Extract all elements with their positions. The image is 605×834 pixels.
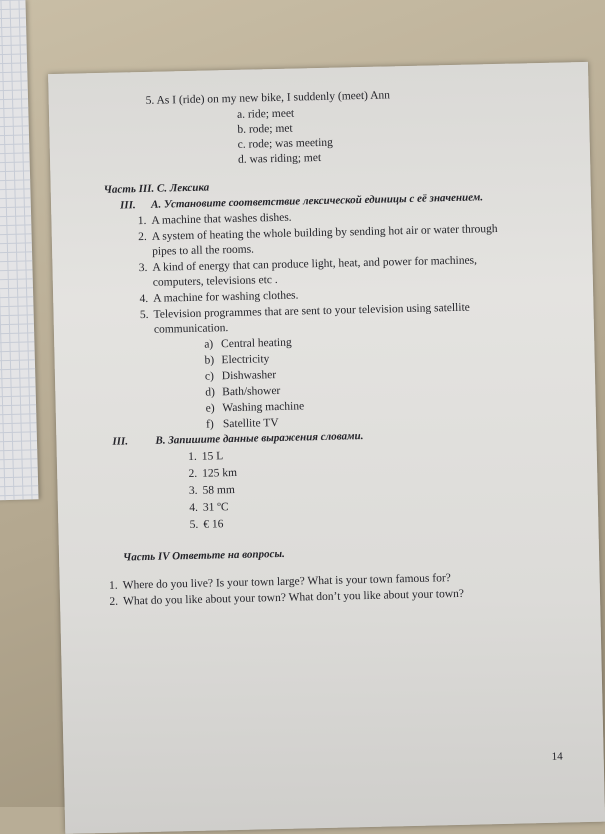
expression-text: 15 L [201,450,224,463]
expression-1 [179,449,224,464]
expression-number: 3. [188,484,198,498]
definition-number: 5. [139,308,149,322]
answer-label: e) [205,402,215,415]
answer-text: Bath/shower [222,384,281,399]
definition-1 [128,211,291,229]
answer-label: c) [204,370,215,383]
definition-4 [130,289,299,307]
section-b-roman: III. [112,435,129,448]
option-a: a. ride; meet [236,107,295,121]
expression-5 [180,517,223,532]
option-c: c. rode; was meeting [237,136,334,151]
definition-text: A system of heating the whole building by sending hot air or water through [151,222,498,243]
option-b: b. rode; met [237,122,293,136]
expression-number: 1. [188,450,197,464]
expression-2 [179,466,237,481]
answer-label: b) [204,354,215,367]
part4-title: Часть IV Ответьте на вопросы. [122,547,285,564]
option-d: d. was riding; met [237,151,322,166]
answer-text: Dishwasher [221,369,277,383]
answer-a [204,336,292,352]
expression-3 [179,483,235,498]
expression-4 [180,500,229,515]
question-number: 2. [109,595,119,608]
expression-text: 31 ºC [202,501,229,514]
definition-text: Television programmes that are sent to your television using satellite [153,301,470,321]
page-number: 14 [551,750,563,763]
answer-c [205,368,276,384]
question-5: 5. As I (ride) on my new bike, I suddenly (meet) Ann [145,89,391,107]
answer-label: a) [204,338,214,351]
answer-label: d) [205,386,216,399]
definition-3-continuation: computers, televisions etc . [152,273,278,289]
question-number: 1. [108,579,118,592]
expression-number: 2. [188,467,198,481]
expression-text: 58 mm [202,483,235,497]
expression-text: 125 km [202,466,238,480]
worksheet-page [48,62,605,834]
answer-label: f) [205,418,214,431]
expression-number: 5. [189,518,199,532]
answer-e [206,399,305,415]
section-a-roman: III. [119,199,136,212]
section-a-heading: A. Установите соответствие лексической единицы с её значением. [150,191,484,211]
answer-f [206,416,279,432]
definition-number: 4. [139,292,149,306]
answer-text: Satellite TV [222,416,279,431]
definition-text: A kind of energy that can produce light, heat, and power for machines, [152,254,478,274]
expression-text: € 16 [203,518,224,531]
question-text: Where do you live? Is your town large? What is your town famous for? [122,572,451,592]
part3-title: Часть III. C. Лексика [103,181,210,196]
definition-number: 1. [137,214,147,228]
answer-b [204,352,269,367]
answer-text: Central heating [220,336,292,351]
definition-text: A machine that washes dishes. [151,211,292,227]
definition-5-continuation: communication. [153,322,229,336]
definition-number: 2. [138,230,147,244]
question-text: What do you like about your town? What don’t you like about your town? [122,587,465,608]
answer-d [205,384,280,400]
expression-number: 4. [189,501,199,515]
definition-2-continuation: pipes to all the rooms. [151,243,255,258]
answer-text: Washing machine [222,400,305,415]
section-b-heading: B. Запишите данные выражения словами. [155,430,364,447]
definition-text: A machine for washing clothes. [153,289,299,305]
answer-text: Electricity [221,353,270,367]
definition-number: 3. [138,261,148,275]
